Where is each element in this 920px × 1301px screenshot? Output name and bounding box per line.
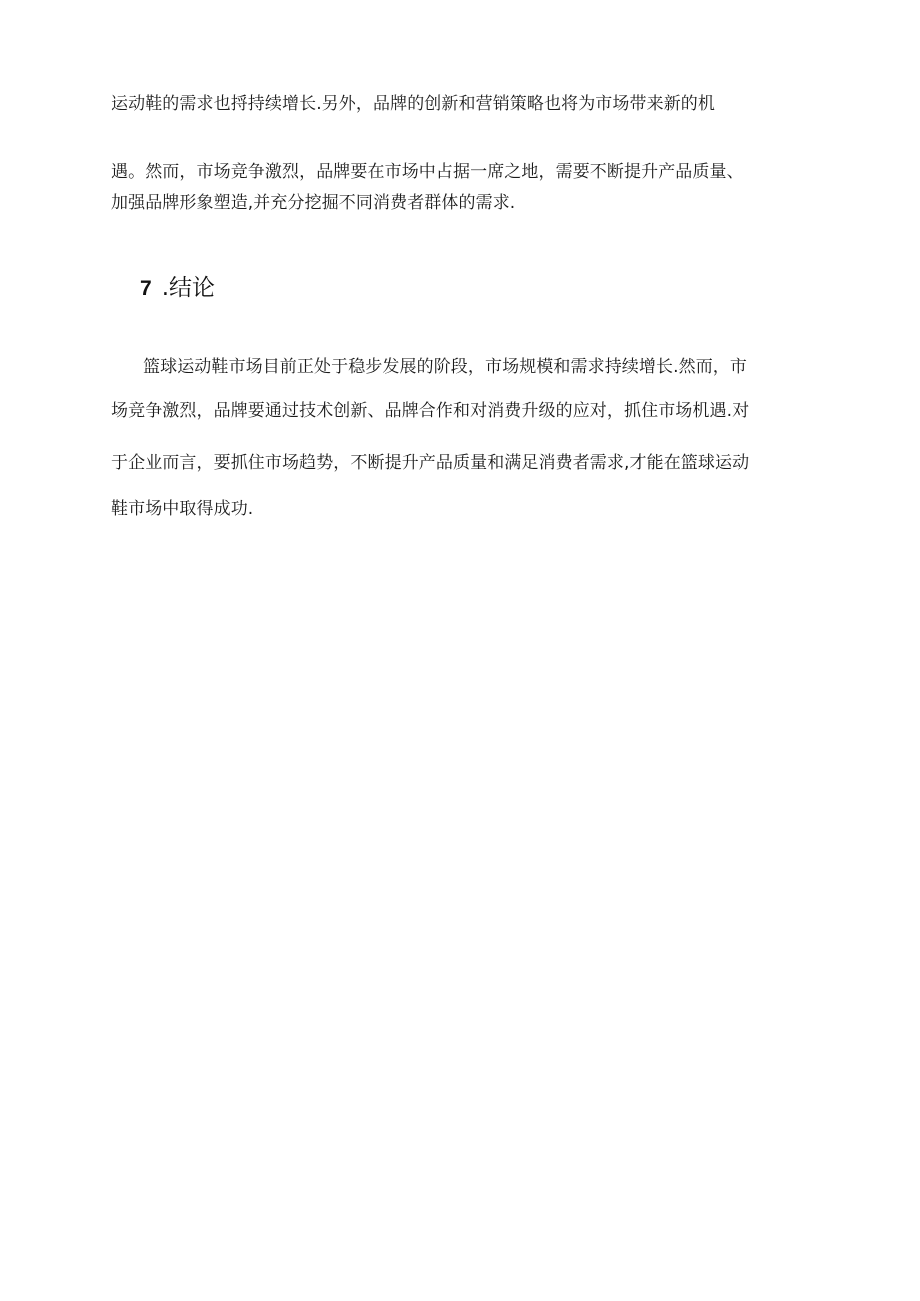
intro-paragraph-line-1: 运动鞋的需求也捋持续增长.另外，品牌的创新和营销策略也将为市场带来新的机 <box>111 94 716 114</box>
conclusion-paragraph-line-1: 篮球运动鞋市场目前正处于稳步发展的阶段，市场规模和需求持续增长.然而，市 <box>143 357 748 377</box>
section-title: .结论 <box>161 275 215 301</box>
conclusion-paragraph-line-4: 鞋市场中取得成功. <box>111 499 254 519</box>
intro-paragraph-line-2: 遇。然而，市场竞争激烈，品牌要在市场中占据一席之地，需要不断提升产品质量、 <box>111 162 744 182</box>
conclusion-paragraph-line-2: 场竞争激烈，品牌要通过技术创新、品牌合作和对消费升级的应对，抓住市场机遇.对 <box>111 401 750 421</box>
section-number: 7 <box>140 277 152 300</box>
intro-paragraph-line-3: 加强品牌形象塑造,并充分挖掘不同消费者群体的需求. <box>111 193 516 213</box>
section-heading <box>140 272 215 305</box>
conclusion-paragraph-line-3: 于企业而言，要抓住市场趋势，不断提升产品质量和满足消费者需求,才能在篮球运动 <box>111 453 750 473</box>
